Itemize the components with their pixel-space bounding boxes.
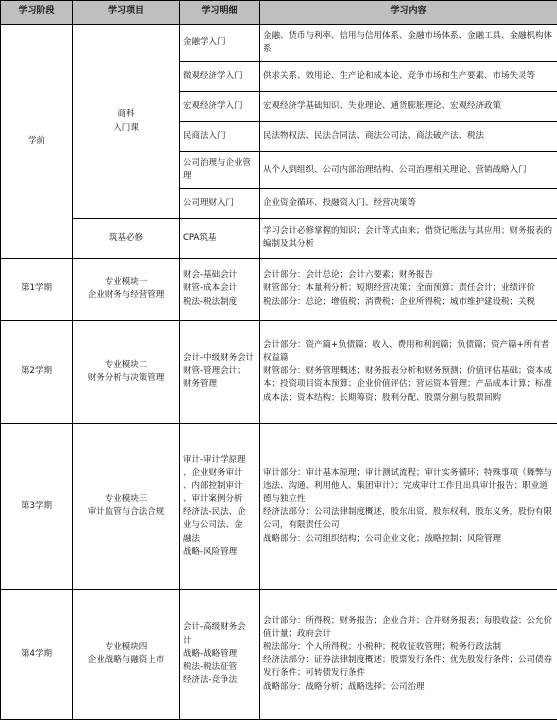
detail-line: 战略-风险管理 bbox=[183, 546, 238, 557]
detail-line: 、内部控制审计 bbox=[183, 480, 243, 491]
content-cell: 从个人到组织、公司内部治理结构、公司治理相关理论、营销战略入门 bbox=[260, 152, 557, 189]
detail-line: 税法-税法征管 bbox=[183, 661, 238, 672]
project-line: 专业模块一 bbox=[104, 276, 148, 287]
detail-line: 经济法-竞争法 bbox=[183, 675, 238, 686]
detail-cell: 民商法入门 bbox=[180, 122, 260, 152]
content-line: 税法部分：总论；增值税；消费税；企业所得税；城市维护建设税；关税 bbox=[263, 296, 536, 307]
content-line: 会计部分：所得税；财务报告；企业合并；合并财务报表；每股收益；公允价值计量；政府会计 bbox=[263, 615, 553, 639]
detail-line: 审计-审计学原理 bbox=[183, 454, 246, 465]
detail-cell: 金融学入门 bbox=[180, 24, 260, 61]
content-line: 财管部分：财务管理概述；财务报表分析和财务预测；价值评估基础；资本成本；投资项目资本预算；企业价值评估；营运资本管理；产品成本计算；标准成本法；资本结构；长期筹资；股利分配、股票分割与股票回购 bbox=[263, 366, 553, 403]
stage-cell: 第4学期 bbox=[1, 589, 73, 719]
content-cell: 宏观经济学基础知识、失业理论、通货膨胀理论、宏观经济政策 bbox=[260, 92, 557, 122]
header-stage: 学习阶段 bbox=[1, 1, 73, 25]
detail-line: 会计-高级财务会 bbox=[183, 622, 246, 633]
content-line: 战略部分：战略分析；战略选择；公司治理 bbox=[263, 681, 425, 692]
content-cell: 企业资金循环、投融资入门、经营决策等 bbox=[260, 189, 557, 219]
project-line: 专业模块二 bbox=[104, 359, 148, 370]
content-cell bbox=[260, 424, 557, 590]
detail-cell: 公司理财入门 bbox=[180, 189, 260, 219]
detail-line: 经济法-民法、企 bbox=[183, 507, 246, 518]
stage-cell: 第3学期 bbox=[1, 424, 73, 590]
detail-line: 、审计案例分析 bbox=[183, 494, 243, 505]
content-line: 经济法部分：公司法律制度概述，股东出资，股东权利，股东义务，股份有限公司，有限责任公司 bbox=[263, 507, 553, 531]
table-row bbox=[1, 24, 557, 61]
detail-line: 财会-基础会计 bbox=[183, 270, 238, 281]
project-line: 商科 bbox=[117, 109, 135, 120]
semester-row bbox=[1, 589, 557, 719]
content-line: 会计部分：会计总论；会计六要素；财务报告 bbox=[263, 270, 434, 281]
project-line: 专业模块四 bbox=[104, 642, 148, 653]
project-line: 专业模块三 bbox=[104, 494, 148, 505]
detail-line: 计 bbox=[183, 635, 192, 646]
header-content: 学习内容 bbox=[260, 1, 557, 25]
stage-cell: 第1学期 bbox=[1, 258, 73, 320]
detail-cell: CPA筑基 bbox=[180, 219, 260, 258]
stage-cell-pre: 学前 bbox=[1, 24, 73, 258]
content-line: 经济法部分：证券法律制度概述；股票发行条件；优先股发行条件；公司债券发行条件；可转债发行条件 bbox=[263, 655, 553, 679]
content-cell: 金融、货币与利率、信用与信用体系、金融市场体系、金融工具、金融机构体系 bbox=[260, 24, 557, 61]
detail-line: 、企业财务审计 bbox=[183, 467, 243, 478]
stage-cell: 第2学期 bbox=[1, 320, 73, 423]
detail-cell: 微观经济学入门 bbox=[180, 62, 260, 92]
project-line: 审计监管与合法合规 bbox=[87, 507, 165, 518]
detail-line: 财管-成本会计 bbox=[183, 283, 238, 294]
project-line: 财务分析与决策管理 bbox=[87, 372, 165, 383]
content-line: 审计部分：审计基本原理；审计测试流程；审计实务循环；特殊事项（舞弊与违法、沟通、利用他人、集团审计）；完成审计工作且出具审计报告；职业道德与独立性 bbox=[263, 467, 553, 505]
detail-cell bbox=[180, 258, 260, 320]
detail-line: 融法 bbox=[183, 533, 201, 544]
project-cell-foundation: 筑基必修 bbox=[73, 219, 180, 258]
content-line: 会计部分：资产篇+负债篇；收入、费用和利润篇；负债篇；资产篇+所有者权益篇 bbox=[263, 339, 550, 364]
table-row bbox=[1, 219, 557, 258]
content-cell bbox=[260, 320, 557, 423]
project-line: 入门课 bbox=[113, 122, 139, 133]
detail-cell bbox=[180, 424, 260, 590]
content-cell: 供求关系、效用论、生产论和成本论、竞争市场和生产要素、市场失灵等 bbox=[260, 62, 557, 92]
detail-cell: 公司治理与企业管理 bbox=[180, 152, 260, 189]
semester-row bbox=[1, 424, 557, 590]
content-line: 财管部分：本量利分析；短期经营决策；全面预算；责任会计；业绩评价 bbox=[263, 283, 536, 294]
header-row bbox=[1, 1, 557, 25]
detail-line: 财管-管理会计； bbox=[183, 366, 246, 377]
project-cell bbox=[73, 320, 180, 423]
semester-row bbox=[1, 258, 557, 320]
semester-row bbox=[1, 320, 557, 423]
content-line: 战略部分：公司组织结构；公司企业文化；战略控制；风险管理 bbox=[263, 533, 502, 544]
detail-line: 业与公司法、金 bbox=[183, 520, 243, 531]
content-cell: 民法物权法、民法合同法、商法公司法、商法破产法、税法 bbox=[260, 122, 557, 152]
detail-line: 财务管理 bbox=[183, 379, 218, 390]
project-cell bbox=[73, 589, 180, 719]
content-line: 税法部分：个人所得税；小税种；税收征收管理；税务行政法制 bbox=[263, 642, 502, 653]
detail-line: 税法-税法制度 bbox=[183, 296, 238, 307]
detail-cell bbox=[180, 589, 260, 719]
project-cell bbox=[73, 258, 180, 320]
detail-line: 会计-中级财务会计 bbox=[183, 353, 255, 364]
project-cell bbox=[73, 424, 180, 590]
detail-cell bbox=[180, 320, 260, 423]
detail-line: 战略-战略管理 bbox=[183, 648, 238, 659]
project-line: 企业战略与融资上市 bbox=[87, 655, 165, 666]
project-line: 企业财务与经营管理 bbox=[87, 290, 165, 301]
project-cell-business bbox=[73, 24, 180, 218]
header-project: 学习项目 bbox=[73, 1, 180, 25]
header-detail: 学习明细 bbox=[180, 1, 260, 25]
content-cell bbox=[260, 589, 557, 719]
content-cell bbox=[260, 258, 557, 320]
detail-cell: 宏观经济学入门 bbox=[180, 92, 260, 122]
content-cell: 学习会计必修掌握的知识；会计等式由来；借贷记账法与其应用；财务报表的编制及其分析 bbox=[260, 219, 557, 258]
